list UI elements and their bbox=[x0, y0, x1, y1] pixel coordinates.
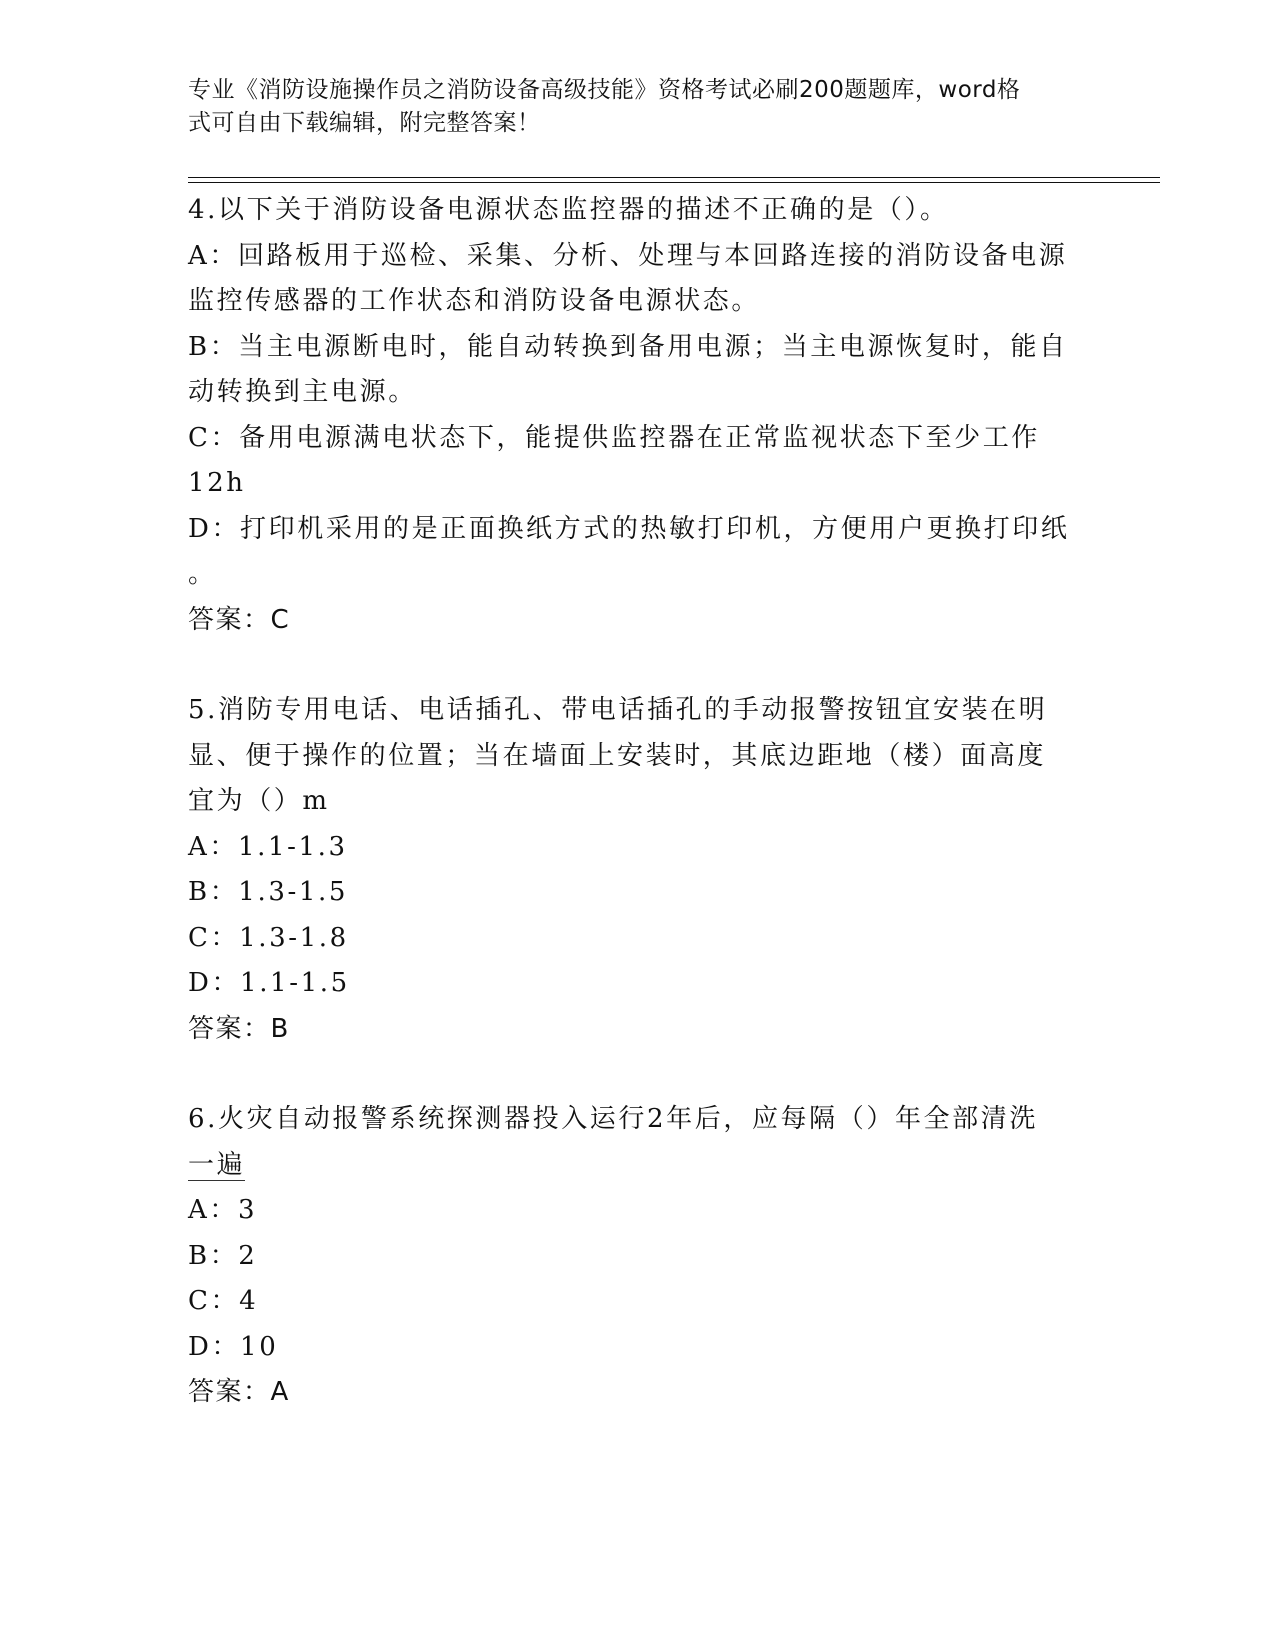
question-spacer bbox=[188, 1052, 1088, 1097]
document-header bbox=[188, 74, 1068, 140]
question-list bbox=[188, 188, 1088, 1416]
answer-label: 答案：A bbox=[188, 1377, 290, 1407]
question-6 bbox=[188, 1097, 1088, 1416]
option-d: D：1.1-1.5 bbox=[188, 968, 350, 998]
question-stem-line-2 bbox=[188, 1143, 1088, 1189]
option-b-line-1: B：当主电源断电时，能自动转换到备用电源；当主电源恢复时，能自 bbox=[188, 331, 1068, 362]
question-stem-line-1: 6.火灾自动报警系统探测器投入运行2年后，应每隔（）年全部清洗 bbox=[188, 1104, 1038, 1134]
question-stem-line-3: 宜为（）m bbox=[188, 786, 330, 816]
answer-label: 答案：C bbox=[188, 604, 291, 635]
option-c-line-2: 12h bbox=[188, 468, 246, 498]
option-a-line-1: A：回路板用于巡检、采集、分析、处理与本回路连接的消防设备电源 bbox=[188, 240, 1068, 271]
header-divider-top bbox=[188, 177, 1160, 178]
header-line-1: 专业《消防设施操作员之消防设备高级技能》资格考试必刷200题题库，word格 bbox=[188, 77, 1021, 103]
question-4 bbox=[188, 188, 1088, 643]
answer-label: 答案：B bbox=[188, 1013, 290, 1044]
option-a-line-2: 监控传感器的工作状态和消防设备电源状态。 bbox=[188, 286, 761, 316]
option-a: A：3 bbox=[188, 1195, 258, 1225]
option-d-line-2: 。 bbox=[188, 559, 217, 589]
option-b: B：1.3-1.5 bbox=[188, 877, 348, 907]
option-b: B：2 bbox=[188, 1240, 258, 1271]
option-c: C：1.3-1.8 bbox=[188, 922, 349, 953]
option-a: A：1.1-1.3 bbox=[188, 831, 348, 862]
header-divider-bottom bbox=[188, 182, 1160, 183]
question-stem-line-2-text: 一遍 bbox=[188, 1149, 246, 1180]
option-c-line-1: C：备用电源满电状态下，能提供监控器在正常监视状态下至少工作 bbox=[188, 422, 1040, 453]
option-d: D：10 bbox=[188, 1331, 279, 1362]
question-stem-line-1: 5.消防专用电话、电话插孔、带电话插孔的手动报警按钮宜安装在明 bbox=[188, 695, 1048, 725]
question-stem: 4.以下关于消防设备电源状态监控器的描述不正确的是（）。 bbox=[188, 195, 949, 225]
option-b-line-2: 动转换到主电源。 bbox=[188, 377, 417, 407]
question-spacer bbox=[188, 643, 1088, 688]
question-stem-line-2: 显、便于操作的位置；当在墙面上安装时，其底边距地（楼）面高度 bbox=[188, 740, 1047, 771]
question-5 bbox=[188, 688, 1088, 1052]
option-c: C：4 bbox=[188, 1286, 259, 1316]
header-line-2: 式可自由下载编辑，附完整答案！ bbox=[188, 110, 541, 136]
option-d-line-1: D：打印机采用的是正面换纸方式的热敏打印机，方便用户更换打印纸 bbox=[188, 513, 1070, 544]
